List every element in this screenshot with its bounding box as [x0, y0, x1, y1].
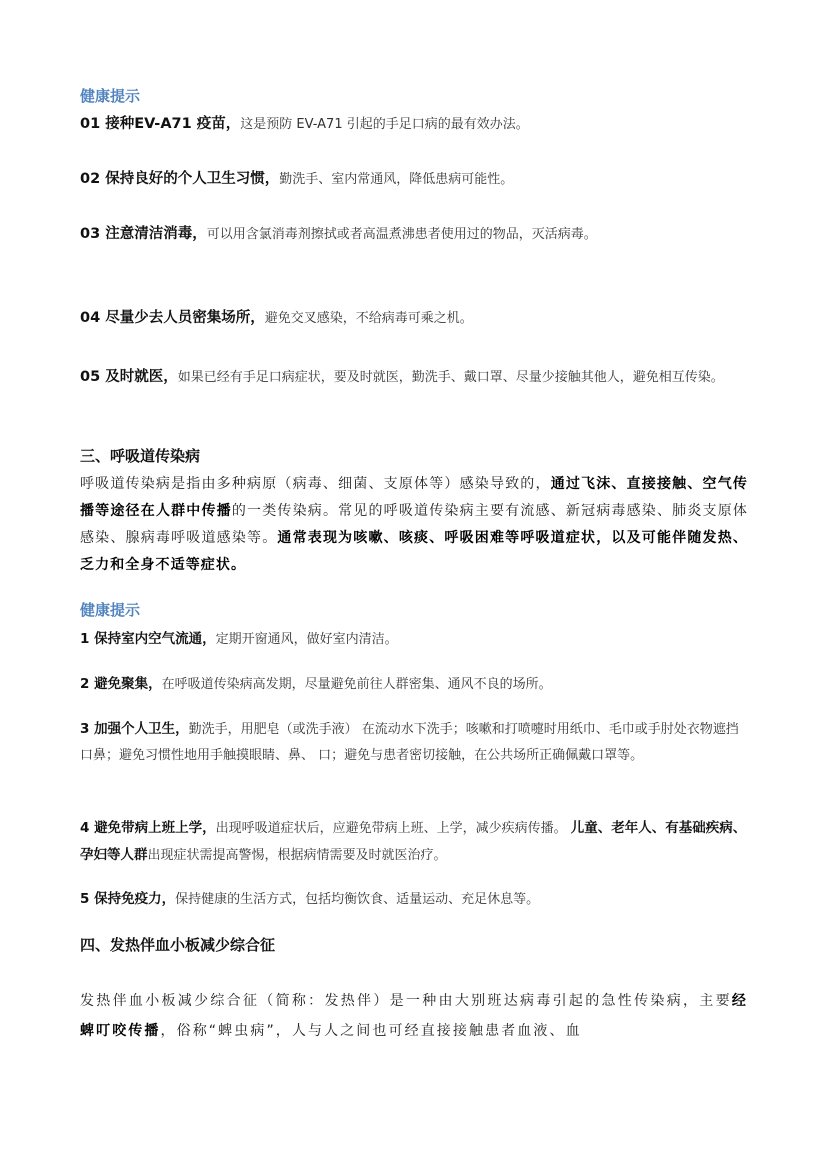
tip-lead: 05 及时就医，: [80, 369, 178, 385]
health-tips-title-2: 健康提示: [80, 601, 141, 619]
tip-lead: 2 避免聚集，: [80, 676, 162, 692]
intro-bold-1: 通过飞沫、直接接触、空气传播等途径在人群中传播: [80, 476, 748, 519]
tip-lead: 03 注意清洁消毒，: [80, 226, 207, 242]
tip-lead: 4 避免带病上班上学，: [80, 820, 216, 836]
resp-tip-item-2: [80, 671, 748, 698]
tip-text: 勤洗手，用肥皂（或洗手液） 在流动水下洗手；咳嗽和打喷嚏时用纸巾、毛巾或手肘处衣物遮挡口鼻；避免习惯性地用手触摸眼睛、鼻、 口；避免与患者密切接触，在公共场所正确佩戴口罩等。: [80, 722, 739, 763]
section-heading-sfts: 四、发热伴血小板减少综合征: [80, 936, 276, 954]
tip-bold: 儿童、老年人、有基础疾病、孕妇等人群: [80, 820, 747, 863]
sfts-intro-paragraph: [80, 986, 748, 1046]
tip-text: 勤洗手、室内常通风，降低患病可能性。: [279, 172, 514, 187]
tip-text: 避免交叉感染，不给病毒可乘之机。: [264, 311, 473, 326]
tip-text: 出现呼吸道症状后，应避免带病上班、上学，减少疾病传播。: [215, 821, 571, 836]
resp-tip-item-5: [80, 886, 748, 913]
tip-lead: 5 保持免疫力，: [80, 891, 176, 907]
tip-lead: 02 保持良好的个人卫生习惯，: [80, 171, 280, 187]
intro-text-1: 呼吸道传染病是指由多种病原（病毒、细菌、支原体等）感染导致的，: [80, 476, 551, 492]
resp-tip-item-3: [80, 716, 748, 769]
sfts-text-1: 发热伴血小板减少综合征（简称：发热伴）是一种由大别班达病毒引起的急性传染病，主要: [80, 993, 732, 1009]
tip-lead: 01 接种EV-A71 疫苗，: [80, 116, 241, 132]
resp-tip-item-1: [80, 626, 748, 653]
tip-item-03: [80, 224, 748, 245]
tip-item-05: [80, 363, 748, 392]
tip-text: 在呼吸道传染病高发期，尽量避免前往人群密集、通风不良的场所。: [161, 677, 552, 692]
resp-tip-item-4: [80, 815, 748, 869]
sfts-bold-1: 经蜱叮咬传播: [80, 993, 748, 1039]
sfts-text-2: ，俗称“蜱虫病”，人与人之间也可经直接接触患者血液、血: [160, 1023, 582, 1039]
tip-lead: 04 尽量少去人员密集场所，: [80, 310, 265, 326]
tip-text: 可以用含氯消毒剂擦拭或者高温煮沸患者使用过的物品，灭活病毒。: [206, 227, 597, 242]
tip-text: 如果已经有手足口病症状，要及时就医，勤洗手、戴口罩、尽量少接触其他人，避免相互传染。: [177, 370, 724, 385]
health-tips-title-1: 健康提示: [80, 87, 141, 105]
tip-text: 定期开窗通风，做好室内清洁。: [215, 632, 398, 647]
tip-text: 保持健康的生活方式，包括均衡饮食、适量运动、充足休息等。: [175, 892, 540, 907]
tip-lead: 3 加强个人卫生，: [80, 721, 189, 737]
section-heading-respiratory: 三、呼吸道传染病: [80, 447, 201, 465]
tip-item-04: [80, 308, 748, 329]
tip-text-2: 出现症状需提高警惕，根据病情需要及时就医治疗。: [147, 848, 447, 863]
tip-item-01: [80, 114, 748, 135]
respiratory-intro-paragraph: [80, 471, 748, 579]
tip-lead: 1 保持室内空气流通，: [80, 631, 216, 647]
tip-text: 这是预防 EV-A71 引起的手足口病的最有效办法。: [240, 117, 529, 132]
tip-item-02: [80, 169, 748, 190]
intro-text-2: 的一类传染病。常见的呼吸道传染病主要有流感、新冠病毒感染、肺炎支原体感染、腺病毒呼吸道感染等。: [80, 503, 748, 546]
intro-bold-2: 通常表现为咳嗽、咳痰、呼吸困难等呼吸道症状，以及可能伴随发热、乏力和全身不适等症状。: [80, 530, 748, 573]
